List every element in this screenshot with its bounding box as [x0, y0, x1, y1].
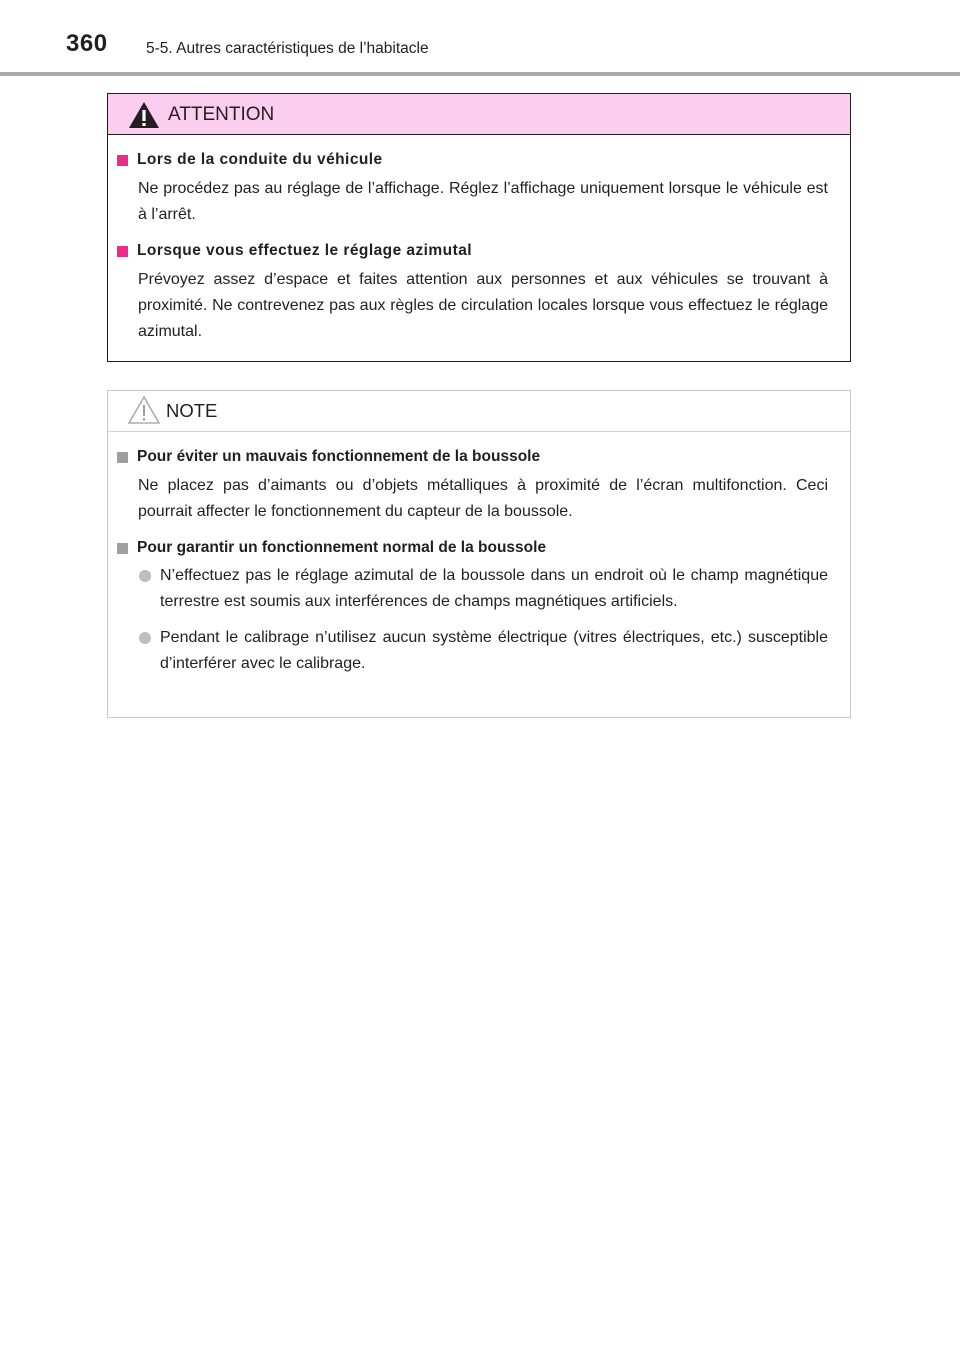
- note-bullet-text: N’effectuez pas le réglage azimutal de la boussole dans un endroit où le champ magnétique terrestre est soumis aux interférences de champs magnétiques artificiels.: [160, 567, 828, 610]
- note-item-title: Pour éviter un mauvais fonctionnement de la boussole: [137, 448, 541, 465]
- note-item-text: Ne placez pas d’aimants ou d’objets métalliques à proximité de l’écran multifonction. Ceci pourrait affecter le fonctionnement du capteur de la boussole.: [138, 477, 828, 520]
- note-title: NOTE: [166, 400, 218, 421]
- section-title: 5-5. Autres caractéristiques de l’habitacle: [146, 40, 429, 57]
- note-item: [117, 537, 828, 677]
- note-item-title: Pour garantir un fonctionnement normal de la boussole: [137, 539, 547, 556]
- attention-body: [108, 135, 850, 345]
- attention-title: ATTENTION: [168, 104, 275, 125]
- note-header: [108, 391, 850, 432]
- attention-item: [117, 240, 828, 345]
- circle-bullet-icon: [139, 570, 151, 582]
- square-bullet-icon: [117, 246, 128, 257]
- attention-header: [108, 94, 850, 135]
- attention-item: [117, 149, 828, 228]
- note-item-heading: [117, 537, 828, 559]
- attention-item-heading: [117, 149, 828, 171]
- attention-item-heading: [117, 240, 828, 262]
- attention-item-text: Ne procédez pas au réglage de l’affichage. Réglez l’affichage uniquement lorsque le véhicule est à l’arrêt.: [138, 180, 828, 223]
- note-item-heading: [117, 446, 828, 468]
- header-rule: [0, 72, 960, 76]
- square-bullet-icon: [117, 452, 128, 463]
- note-bullet: [139, 563, 828, 615]
- attention-box: [107, 93, 851, 362]
- note-body: [108, 432, 850, 677]
- note-bullet-text: Pendant le calibrage n’utilisez aucun système électrique (vitres électriques, etc.) susceptible d’interférer avec le calibrage.: [160, 629, 828, 672]
- circle-bullet-icon: [139, 632, 151, 644]
- square-bullet-icon: [117, 155, 128, 166]
- attention-item-title: Lors de la conduite du véhicule: [137, 151, 383, 168]
- attention-item-title: Lorsque vous effectuez le réglage azimutal: [137, 242, 473, 259]
- note-bullet: [139, 625, 828, 677]
- warning-triangle-filled-icon: [127, 100, 161, 130]
- square-bullet-icon: [117, 543, 128, 554]
- note-item: [117, 446, 828, 525]
- page-number: 360: [66, 30, 108, 57]
- note-box: [107, 390, 851, 718]
- attention-item-text: Prévoyez assez d’espace et faites attention aux personnes et aux véhicules se trouvant à proximité. Ne contrevenez pas aux règles de circulation locales lorsque vous effectuez le réglage azimutal.: [138, 271, 828, 340]
- warning-triangle-outline-icon: [127, 395, 161, 425]
